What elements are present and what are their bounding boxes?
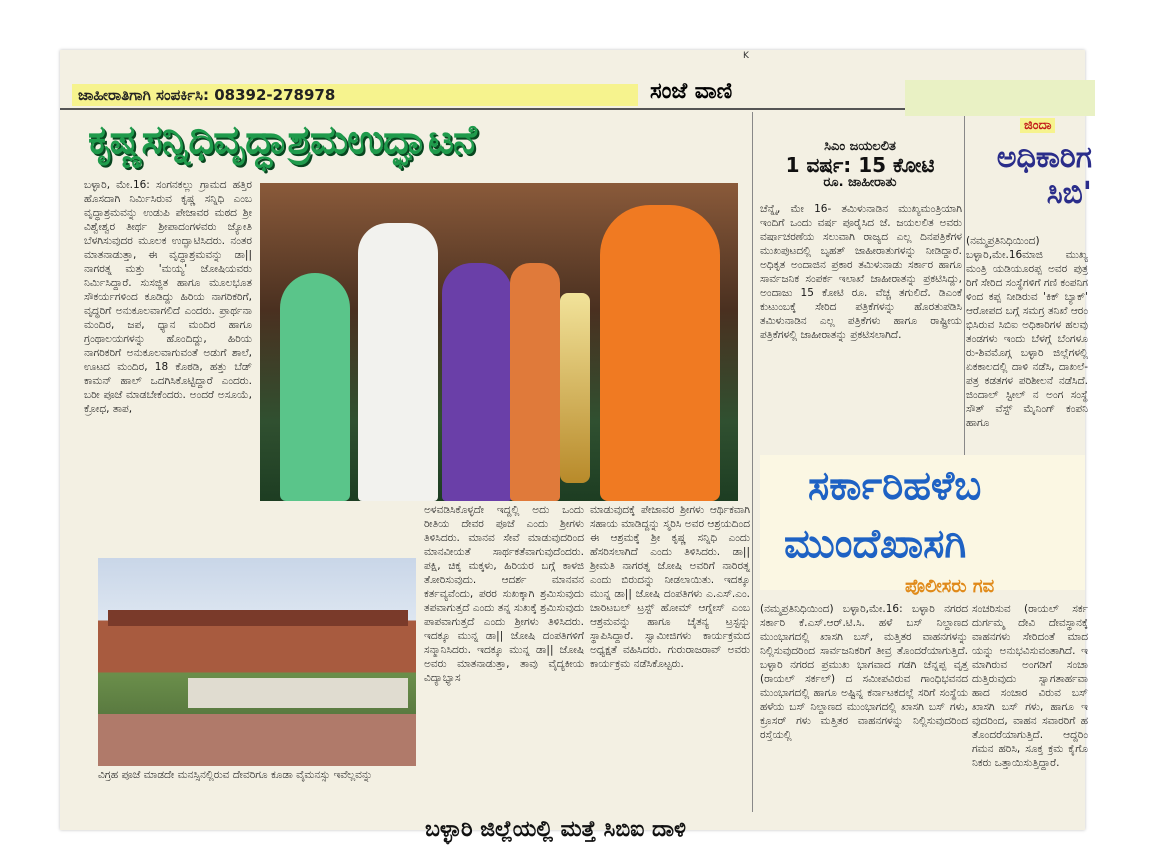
newspaper-page [60,50,1092,842]
bus-stand-headline-box [760,455,1085,590]
police-subheadline: ಪೊಲೀಸರು ಗವ [905,576,995,597]
jayalalitha-story-body: ಚೆನ್ನೈ, ಮೇ 16- ತಮಿಳುನಾಡಿನ ಮುಖ್ಯಮಂತ್ರಿಯಾಗಿ ಇಂದಿಗೆ ಒಂದು ವರ್ಷ ಪೂರೈಸಿದ ಜೆ. ಜಯಲಲಿತ ಅವರು ವರ್ಷಾಚರಣೆಯ ಸಲುವಾಗಿ ರಾಜ್ಯದ ಎಲ್ಲ ದಿನಪತ್ರಿಕೆಗಳ ಮುಖಪುಟದಲ್ಲಿ ಬೃಹತ್ ಜಾಹೀರಾತುಗಳನ್ನು ನೀಡಿದ್ದಾರೆ. ಅಧಿಕೃತ ಅಂದಾಜಿನ ಪ್ರಕಾರ ತಮಿಳುನಾಡು ಸರ್ಕಾರ ಹಾಗೂ ಸಾರ್ವಜನಿಕ ಸಂಪರ್ಕ ಇಲಾಖೆ ಜಾಹೀರಾತನ್ನು ಪ್ರಕಟಿಸಿದ್ದು, ಅಂದಾಜು 15 ಕೋಟಿ ರೂ. ವೆಚ್ಚ ತಗುಲಿದೆ. ಡಿಎಂಕೆ ಕುಟುಂಬಕ್ಕೆ ಸೇರಿದ ಪತ್ರಿಕೆಗಳನ್ನು ಹೊರತುಪಡಿಸಿ ತಮಿಳುನಾಡಿನ ಎಲ್ಲ ಪತ್ರಿಕೆಗಳು ಹಾಗೂ ರಾಷ್ಟ್ರೀಯ ಪತ್ರಿಕೆಗಳಲ್ಲಿ ಜಾಹೀರಾತನ್ನು ಪ್ರಕಟಿಸಲಾಗಿದೆ. [760,203,962,341]
main-headline: ಕೃಷ್ಣಸನ್ನಿಧಿವೃದ್ಧಾಶ್ರಮಉದ್ಘಾಟನೆ [88,117,476,163]
bus-story-body-continued: ಸಂಚರಿಸುವ (ರಾಯಲ್ ಸರ್ಕ ದುರ್ಗಮ್ಮ ದೇವಿ ದೇವಸ್ಥಾನಕ್ಕೆ ವಾಹನಗಳು ಸೇರಿದಂತೆ ಮಾದ ಯನ್ನು ಅನುಭವಿಸುವಂತಾಗಿದೆ. ಇ ಮಾಗಿರುವ ಅಂಗಡಿಗೆ ಸಂಚಾ ದುತ್ತಿರುವುದು ಸ್ವಾಗತಾರ್ಹವಾ ಹಾದ ಸಂಚಾರ ವಿರುವ ಬಸ್ ಖಾಸಗಿ ಬಸ್ ಗಳು, ಹಾಗೂ ಇ ವುದರಿಂದ, ವಾಹನ ಸವಾರರಿಗೆ ಹ ತೊಂದರೆಯಾಗುತ್ತಿದೆ. ಆದ್ದರಿಂ ಗಮನ ಹರಿಸಿ, ಸೂಕ್ತ ಕ್ರಮ ಕೈಗೊ ನಿಕರು ಒತ್ತಾಯಿಸುತ್ತಿದ್ದಾರೆ. [972,603,1088,769]
page-mark: K [743,51,749,61]
ashram-building-photo [98,558,416,766]
newspaper-masthead: ಸಂಜೆ ವಾಣಿ [650,78,733,104]
photo-man-orange-shirt [510,263,560,501]
main-article-mid-column-2: ಮಾಡುವುದಕ್ಕೆ ಪೇಜಾವರ ಶ್ರೀಗಳು ಆರ್ಥಿಕವಾಗಿ ಸಹಾಯ ಮಾಡಿದ್ದನ್ನು ಸ್ಮರಿಸಿ ಅವರ ಆಶ್ರಯದಿಂದ ಈ ಆಶ್ರಮಕ್ಕೆ ಶ್ರೀ ಕೃಷ್ಣ ಸನ್ನಿಧಿ ಎಂದು ಹೆಸರಿಸಲಾಗಿದೆ ಎಂದು ತಿಳಿಸಿದರು. ಡಾ|| ಶ್ರೀಮತಿ ನಾಗರತ್ನ ಜೋಷಿ ಅವರಿಗೆ ನಾರಿರತ್ನ ಎಂದು ಬಿರುದನ್ನು ನೀಡಲಾಯಿತು. ಇದಕ್ಕೂ ಮುನ್ನ ಡಾ|| ಜೋಷಿ ದಂಪತಿಗಳು ಎ.ಎಸ್.ಎಂ. ಚಾರಿಟಬಲ್ ಟ್ರಸ್ಟ್ ಹೋಮ್ ಆಗ್ನೇಸ್ ಎಂಬ ಆಶ್ರಮವನ್ನು ಹಾಗೂ ಚೈತನ್ಯ ಟ್ರಸ್ಟನ್ನು ಸ್ಥಾಪಿಸಿದ್ದಾರೆ. ಸ್ವಾಮೀಜಿಗಳು ಕಾರ್ಯಕ್ರಮದ ಅಧ್ಯಕ್ಷತೆ ವಹಿಸಿದರು. ಗುರುರಾಜರಾವ್ ಅವರು ಕಾರ್ಯಕ್ರಮ ನಡೆಸಿಕೊಟ್ಟರು. [590,504,750,670]
garden-wall [188,678,408,708]
photo-woman-green-saree [280,273,350,501]
photo-man-white-dhoti [358,223,438,501]
inauguration-photo [260,183,738,501]
building-photo-caption: ವಿಗ್ರಹ ಪೂಜೆ ಮಾಡದೇ ಮನಸ್ಸಿನಲ್ಲಿರುವ ದೇವರಿಗೂ ಕೂಡಾ ವೈಮನಸ್ಸು ಇವೆಲ್ಲವನ್ನು [98,769,373,781]
officers-headline-line1: ಅಧಿಕಾರಿಗ [996,140,1092,175]
main-article-mid-column-1: ಅಳವಡಿಸಿಕೊಳ್ಳದೇ ಇದ್ದಲ್ಲಿ ಅದು ಒಂದು ರೀತಿಯ ದೇವರ ಪೂಜೆ ಎಂದು ಶ್ರೀಗಳು ತಿಳಿಸಿದರು. ಮಾನವ ಸೇವೆ ಮಾಡುವುದರಿಂದ ಮಾನವೀಯತೆ ಸಾರ್ಥಕತೆವಾಗುವುದೆಂದರು. ಪಕ್ಷಿ, ಚಿಕ್ಕ ಮಕ್ಕಳು, ಹಿರಿಯರ ಬಗ್ಗೆ ಕಾಳಜಿ ತೋರಿಸುವುದು. ಆದರ್ಶ ಮಾನವನ ಕರ್ತವ್ಯವೆಂದು, ಪರರ ಸುಖಕ್ಕಾಗಿ ಶ್ರಮಿಸುವುದು ತಪವಾಗುತ್ತದೆ ಎಂದು ತನ್ನ ಸುಖಕ್ಕೆ ಶ್ರಮಿಸುವುದು ಪಾಪವಾಗುತ್ತದೆ ಎಂದು ಶ್ರೀಗಳು ತಿಳಿಸಿದರು. ಇದಕ್ಕೂ ಮುನ್ನ ಡಾ|| ಜೋಷಿ ದಂಪತಿಗಳಿಗೆ ಸನ್ಮಾನಿಸಿದರು. ಇದಕ್ಕೂ ಮುನ್ನ ಡಾ|| ಜೋಷಿ ಅವರು ಮಾತನಾಡುತ್ತಾ, ತಾವು ವೈದ್ಯಕೀಯ ವಿದ್ಯಾಭ್ಯಾಸ [424,504,584,684]
jindal-tag: ಜಿಂದಾ [1020,118,1055,133]
column-divider [752,112,753,812]
bus-headline-line1: ಸರ್ಕಾರಿಹಳೆಬ [808,463,982,509]
bus-headline-line2: ಮುಂದೆಖಾಸಗಿ [784,521,967,567]
main-article-left-column: ಬಳ್ಳಾರಿ, ಮೇ.16: ಸಂಗನಕಲ್ಲು ಗ್ರಾಮದ ಹತ್ತಿರ ಹೊಸದಾಗಿ ನಿರ್ಮಿಸಿರುವ ಕೃಷ್ಣ ಸನ್ನಿಧಿ ಎಂಬ ವೃದ್ಧಾಶ್ರಮವನ್ನು ಉಡುಪಿ ಪೇಜಾವರ ಮಠದ ಶ್ರೀ ವಿಶ್ವೇಶ್ವರ ತೀರ್ಥ ಶ್ರೀಪಾದಂಗಳವರು ಜ್ಯೋತಿ ಬೆಳಗಿಸುವುದರ ಮೂಲಕ ಉದ್ಘಾಟಿಸಿದರು. ನಂತರ ಮಾತನಾಡುತ್ತಾ, ಈ ವೃದ್ಧಾಶ್ರಮವನ್ನು ಡಾ|| ನಾಗರತ್ನ ಮತ್ತು 'ಮಯ್ಯ' ಜೋಷಿಯವರು ನಿರ್ಮಿಸಿದ್ದಾರೆ. ಸುಸಜ್ಜಿತ ಹಾಗೂ ಮೂಲಭೂತ ಸೌಕರ್ಯಗಳಿಂದ ಕೂಡಿದ್ದು ಹಿರಿಯ ನಾಗರಿಕರಿಗೆ, ವೃದ್ಧರಿಗೆ ಅನುಕೂಲವಾಗಲಿದೆ ಎಂದರು. ಪ್ರಾರ್ಥನಾ ಮಂದಿರ, ಜಪ, ಧ್ಯಾನ ಮಂದಿರ ಹಾಗೂ ಗ್ರಂಥಾಲಯಗಳನ್ನು ಹೊಂದಿದ್ದು, ಹಿರಿಯ ನಾಗರಿಕರಿಗೆ ಅನುಕೂಲವಾಗುವಂತೆ ಅಡುಗೆ ಶಾಲೆ, ಊಟದ ಮಂದಿರ, 18 ಕೊಠಡಿ, ಹತ್ತು ಬೆಡ್ ಕಾಮನ್ ಹಾಲ್ ಒದಗಿಸಿಕೊಟ್ಟಿದ್ದಾರೆ ಎಂದರು. ಬರೀ ಪೂಜೆ ಮಾಡಬೇಕೆಂದರು. ಅಂದರೆ ಅಸೂಯೆ, ಕ್ರೋಧ, ತಾಪ, [84,179,252,415]
photo-swami-saffron [600,205,720,501]
bus-story-body: (ನಮ್ಮಪ್ರತಿನಿಧಿಯಿಂದ) ಬಳ್ಳಾರಿ,ಮೇ.16: ಬಳ್ಳಾರಿ ನಗರದ ಸರ್ಕಾರಿ ಕೆ.ಎಸ್.ಆರ್.ಟಿ.ಸಿ. ಹಳೆ ಬಸ್ ನಿಲ್ದಾಣದ ಮುಂಭಾಗದಲ್ಲಿ ಖಾಸಗಿ ಬಸ್, ಮತ್ತಿತರ ವಾಹನಗಳನ್ನು ನಿಲ್ಲಿಸುವುದರಿಂದ ಸಾರ್ವಜನಿಕರಿಗೆ ತೀವ್ರ ತೊಂದರೆಯಾಗುತ್ತಿದೆ. ಬಳ್ಳಾರಿ ನಗರದ ಪ್ರಮುಖ ಭಾಗವಾದ ಗಡಗಿ ಚೆನ್ನಪ್ಪ ವೃತ್ತ (ರಾಯಲ್ ಸರ್ಕಲ್) ದ ಸಮೀಪವಿರುವ ಗಾಂಧಿಭವನದ ಮುಂಭಾಗದಲ್ಲಿ ಹಾಗೂ ಅಷ್ಟಿನ್ನ ಕರ್ನಾಟಕದಲ್ಲೆ ಸರಿಗೆ ಸಂಸ್ಥೆಯ ಹಳೆಯ ಬಸ್ ನಿಲ್ದಾಣದ ಮುಂಭಾಗದಲ್ಲಿ ಖಾಸಗಿ ಬಸ್ ಗಳು, ಕ್ರೂಸರ್ ಗಳು ಮತ್ತಿತರ ವಾಹನಗಳನ್ನು ನಿಲ್ಲಿಸುವುದರಿಂದ ರಸ್ತೆಯಲ್ಲಿ [760,603,968,741]
top-right-banner [905,80,1095,116]
cbi-story-body: (ನಮ್ಮಪ್ರತಿನಿಧಿಯಿಂದ) ಬಳ್ಳಾರಿ,ಮೇ.16ಮಾಜಿ ಮುಖ್ಯ ಮಂತ್ರಿ ಯಡಿಯೂರಪ್ಪ ಅವರ ಪುತ್ರ ರಿಗೆ ಸೇರಿದ ಸಂಸ್ಥೆಗಳಿಗೆ ಗಣಿ ಕಂಪನಿಗ ಳಿಂದ ಕಪ್ಪ ನೀಡಿರುವ 'ಕಿಕ್ ಬ್ಯಾಕ್' ಆರೋಪದ ಬಗ್ಗೆ ಸಮಗ್ರ ತನಿಖೆ ಆರಂ ಭಿಸಿರುವ ಸಿಬಿಐ ಅಧಿಕಾರಿಗಳ ಹಲವು ತಂಡಗಳು ಇಂದು ಬೆಳಗ್ಗೆ ಬೆಂಗಳೂ ರು-ಶಿವಮೊಗ್ಗ ಬಳ್ಳಾರಿ ಜಿಲ್ಲೆಗಳಲ್ಲಿ ಏಕಕಾಲದಲ್ಲಿ ದಾಳಿ ನಡೆಸಿ, ದಾಖಲೆ-ಪತ್ರ ಕಡತಗಳ ಪರಿಶೀಲನೆ ನಡೆಸಿದೆ. ಜಿಂದಾಲ್ ಸ್ಟೀಲ್ ನ ಅಂಗ ಸಂಸ್ಥೆ ಸೌತ್ ವೆಸ್ಟ್ ಮೈನಿಂಗ್ ಕಂಪನಿ ಹಾಗೂ [966,235,1088,429]
jayalalitha-title-line3: ರೂ. ಜಾಹೀರಾತು [823,175,897,190]
building-roof [108,610,408,626]
advertising-contact-bar: ಜಾಹೀರಾತಿಗಾಗಿ ಸಂಪರ್ಕಿಸಿ: 08392-278978 [72,84,638,106]
jayalalitha-title-line1: ಸಿಎಂ ಜಯಲಲಿತ [824,139,896,154]
officers-headline [922,140,1092,212]
photo-woman-purple-saree [442,263,512,501]
bottom-headline-strip: ಬಳ್ಳಾರಿ ಜಿಲ್ಲೆಯಲ್ಲಿ ಮತ್ತೆ ಸಿಬಿಐ ದಾಳಿ [425,817,686,842]
officers-headline-line2: ಸಿಬಿ' [1046,176,1092,211]
jayalalitha-title-line2: 1 ವರ್ಷ: 15 ಕೋಟಿ [785,153,935,177]
photo-brass-lamp [560,293,590,483]
